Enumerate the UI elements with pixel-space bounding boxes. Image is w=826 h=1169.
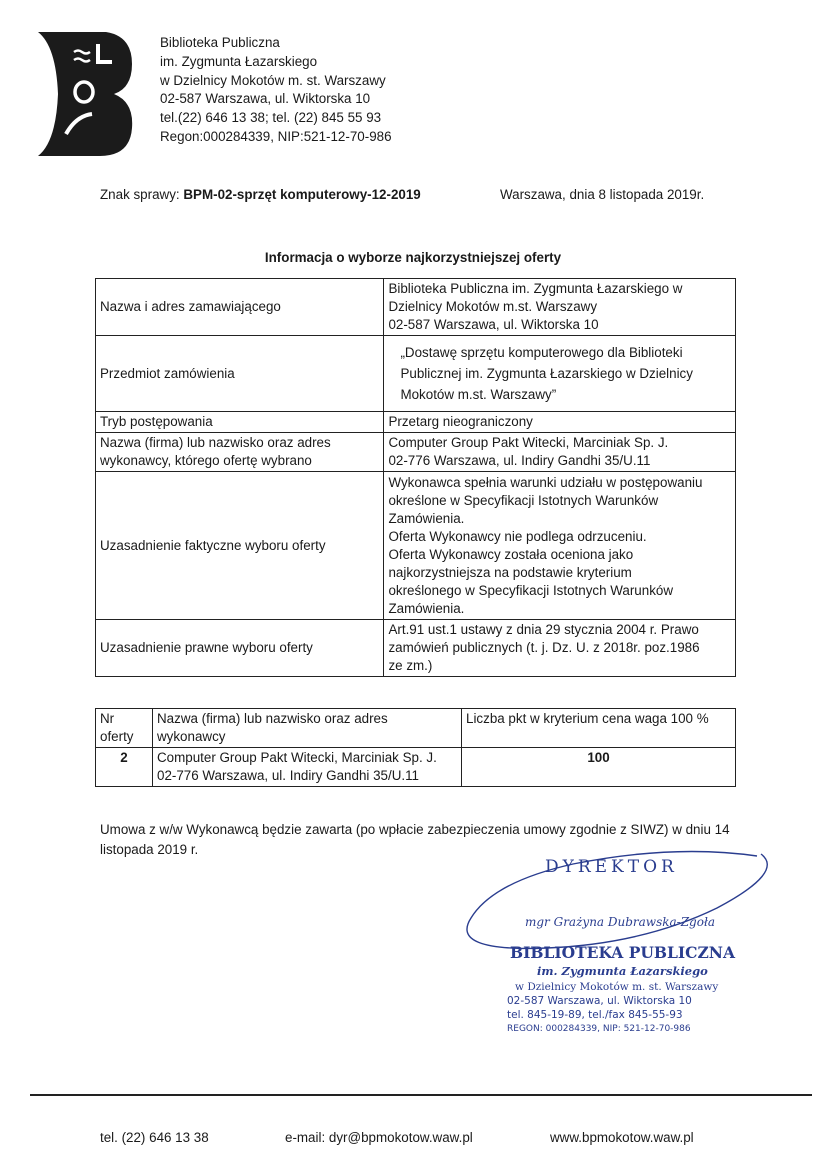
value-line: najkorzystniejsza na podstawie kryterium	[388, 564, 632, 580]
row-value	[384, 620, 736, 677]
value-line: Oferta Wykonawcy nie podlega odrzuceniu.	[388, 528, 647, 544]
row-label: Uzasadnienie prawne wyboru oferty	[96, 620, 384, 677]
value-line: określonego w Specyfikacji Istotnych Warunków	[388, 582, 674, 598]
library-logo	[36, 30, 134, 158]
row-label: Uzasadnienie faktyczne wyboru oferty	[96, 472, 384, 620]
row-label: Nazwa (firma) lub nazwisko oraz adres wykonawcy, którego ofertę wybrano	[96, 433, 384, 472]
document-date: Warszawa, dnia 8 listopada 2019r.	[500, 187, 705, 202]
case-reference	[100, 187, 421, 202]
stamp-line: w Dzielnicy Mokotów m. st. Warszawy	[515, 981, 719, 993]
value-line: 02-776 Warszawa, ul. Indiry Gandhi 35/U.11	[157, 768, 419, 783]
org-line: 02-587 Warszawa, ul. Wiktorska 10	[160, 91, 371, 107]
value-line: Computer Group Pakt Witecki, Marciniak Sp. J.	[388, 435, 669, 450]
org-line: Biblioteka Publiczna	[160, 35, 280, 50]
row-label: Tryb postępowania	[96, 412, 384, 433]
row-value	[384, 412, 736, 433]
value-line: Zamówienia.	[388, 600, 465, 616]
points: 100	[462, 748, 736, 787]
table-row	[96, 748, 736, 787]
value-line: zamówień publicznych (t. j. Dz. U. z 2018r. poz.1986	[388, 640, 700, 655]
stamp-role: DYREKTOR	[545, 857, 678, 877]
stamp-line: 02-587 Warszawa, ul. Wiktorska 10	[507, 995, 692, 1007]
table-row	[96, 620, 736, 677]
header-cell: Nazwa (firma) lub nazwisko oraz adres wykonawcy	[153, 709, 462, 748]
org-line: Regon:000284339, NIP:521-12-70-986	[160, 128, 392, 144]
value-line: Zamówienia.	[388, 510, 465, 526]
org-line: w Dzielnicy Mokotów m. st. Warszawy	[160, 72, 386, 88]
table-row	[96, 472, 736, 620]
contract-note: Umowa z w/w Wykonawcą będzie zawarta (po wpłacie zabezpieczenia umowy zgodnie z SIWZ) w dniu 14 listopada 2019 r.	[100, 822, 730, 857]
case-reference-value: BPM-02-sprzęt komputerowy-12-2019	[183, 187, 421, 202]
stamp-line: im. Zygmunta Łazarskiego	[537, 964, 708, 978]
value-line: Oferta Wykonawcy została oceniona jako	[388, 546, 634, 562]
value-line: Przetarg nieograniczony	[388, 414, 533, 429]
director-stamp	[455, 846, 795, 1036]
row-value	[384, 472, 736, 620]
value-line: Dzielnicy Mokotów m.st. Warszawy	[388, 299, 598, 314]
case-reference-label: Znak sprawy:	[100, 187, 180, 202]
offer-number: 2	[96, 748, 153, 787]
value-line: 02-776 Warszawa, ul. Indiry Gandhi 35/U.11	[388, 453, 651, 468]
table-header-row	[96, 709, 736, 748]
organization-header	[160, 34, 392, 147]
stamp-line: tel. 845-19-89, tel./fax 845-55-93	[507, 1009, 683, 1021]
value-line: Mokotów m.st. Warszawy”	[400, 387, 557, 402]
table-row	[96, 279, 736, 336]
offer-info-table	[95, 278, 736, 677]
value-line: Biblioteka Publiczna im. Zygmunta Łazarskiego w	[388, 281, 683, 296]
row-value	[384, 336, 736, 412]
header-cell: Nr oferty	[96, 709, 153, 748]
value-line: ze zm.)	[388, 658, 433, 673]
stamp-signature-name: mgr Grażyna Dubrawska-Zgoła	[525, 915, 716, 929]
document-title: Informacja o wyborze najkorzystniejszej oferty	[264, 250, 562, 265]
row-value	[384, 433, 736, 472]
footer-website[interactable]: www.bpmokotow.waw.pl	[550, 1130, 694, 1145]
row-label: Nazwa i adres zamawiającego	[96, 279, 384, 336]
footer-phone: tel. (22) 646 13 38	[100, 1130, 209, 1145]
contractor-name	[153, 748, 462, 787]
results-table	[95, 708, 736, 787]
value-line: Art.91 ust.1 ustawy z dnia 29 stycznia 2004 r. Prawo	[388, 622, 699, 637]
table-row	[96, 336, 736, 412]
value-line: Computer Group Pakt Witecki, Marciniak Sp. J.	[157, 750, 437, 765]
table-row	[96, 412, 736, 433]
value-line: Publicznej im. Zygmunta Łazarskiego w Dzielnicy	[400, 366, 693, 381]
row-value	[384, 279, 736, 336]
table-row	[96, 433, 736, 472]
value-line: Wykonawca spełnia warunki udziału w postępowaniu	[388, 474, 703, 490]
value-line: określone w Specyfikacji Istotnych Warunków	[388, 492, 659, 508]
org-line: tel.(22) 646 13 38; tel. (22) 845 55 93	[160, 110, 382, 126]
footer-divider	[30, 1094, 812, 1096]
value-line: „Dostawę sprzętu komputerowego dla Biblioteki	[400, 345, 683, 360]
value-line: 02-587 Warszawa, ul. Wiktorska 10	[388, 317, 599, 332]
row-label: Przedmiot zamówienia	[96, 336, 384, 412]
stamp-line: BIBLIOTEKA PUBLICZNA	[510, 943, 735, 962]
header-cell: Liczba pkt w kryterium cena waga 100 %	[462, 709, 736, 748]
stamp-line: REGON: 000284339, NIP: 521-12-70-986	[507, 1024, 691, 1034]
org-line: im. Zygmunta Łazarskiego	[160, 53, 318, 69]
footer-email[interactable]: e-mail: dyr@bpmokotow.waw.pl	[285, 1130, 473, 1145]
